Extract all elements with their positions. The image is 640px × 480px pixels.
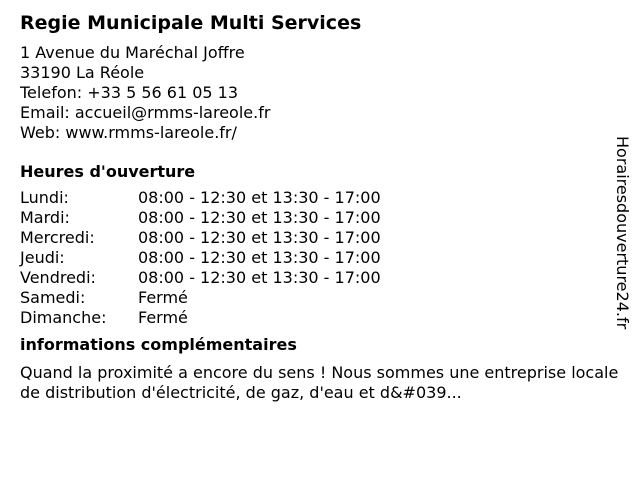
site-watermark: Horairesdouverture24.fr [613, 136, 632, 330]
hours-time: 08:00 - 12:30 et 13:30 - 17:00 [138, 208, 381, 227]
hours-time: 08:00 - 12:30 et 13:30 - 17:00 [138, 228, 381, 247]
hours-time: Fermé [138, 288, 188, 307]
hours-row-vendredi [20, 268, 620, 288]
hours-row-dimanche [20, 308, 620, 328]
hours-day: Samedi: [20, 288, 86, 307]
hours-day: Vendredi: [20, 268, 96, 287]
hours-day: Dimanche: [20, 308, 107, 327]
additional-info-title: informations complémentaires [20, 335, 297, 354]
business-card [20, 10, 620, 403]
hours-time: 08:00 - 12:30 et 13:30 - 17:00 [138, 248, 381, 267]
contact-block [20, 43, 620, 143]
address-street: 1 Avenue du Maréchal Joffre [20, 43, 245, 62]
hours-row-mercredi [20, 228, 620, 248]
hours-day: Mercredi: [20, 228, 95, 247]
hours-day: Lundi: [20, 188, 69, 207]
opening-hours-title: Heures d'ouverture [20, 162, 196, 181]
hours-time: 08:00 - 12:30 et 13:30 - 17:00 [138, 268, 381, 287]
hours-row-samedi [20, 288, 620, 308]
web-line: Web: www.rmms-lareole.fr/ [20, 123, 237, 142]
hours-day: Jeudi: [20, 248, 65, 267]
hours-row-lundi [20, 188, 620, 208]
email-line: Email: accueil@rmms-lareole.fr [20, 103, 271, 122]
hours-row-mardi [20, 208, 620, 228]
address-city: 33190 La Réole [20, 63, 145, 82]
business-name: Regie Municipale Multi Services [20, 12, 362, 34]
phone-line: Telefon: +33 5 56 61 05 13 [20, 83, 239, 102]
hours-row-jeudi [20, 248, 620, 268]
hours-day: Mardi: [20, 208, 70, 227]
opening-hours-table [20, 188, 620, 328]
hours-time: 08:00 - 12:30 et 13:30 - 17:00 [138, 188, 381, 207]
hours-time: Fermé [138, 308, 188, 327]
additional-info-text: Quand la proximité a encore du sens ! Nous sommes une entreprise locale de distribution d'électricité, de gaz, d'eau et d&#039... [20, 363, 619, 402]
